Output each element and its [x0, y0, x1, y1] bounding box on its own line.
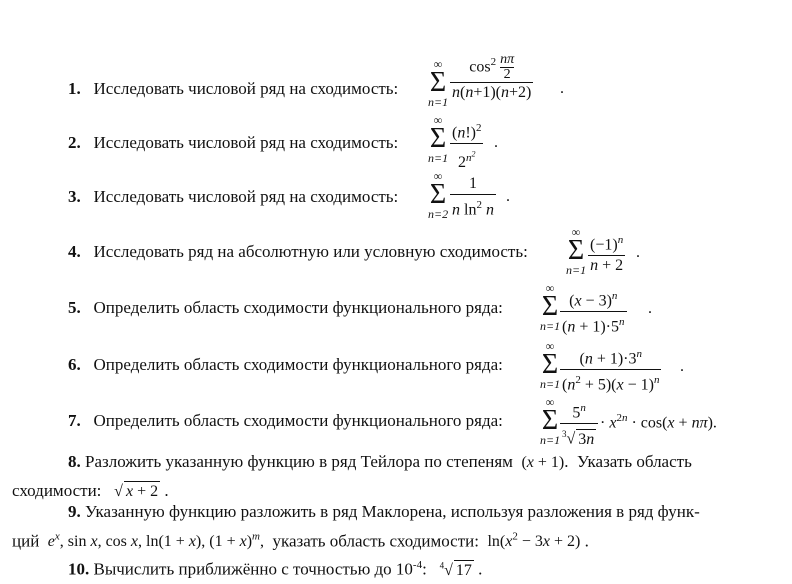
formula-fraction: $\cos^2$ $\frac{n\pi}{2}$ n(n+1)(n+2): [452, 52, 532, 102]
formula-tail: · $x^{2n} \cdot \cos(x + n\pi)$.: [600, 412, 717, 432]
task-9: [68, 502, 700, 522]
period: .: [506, 188, 510, 205]
period: .: [680, 358, 684, 375]
formula-fraction: $\frac{(n!)^2}{2^{n^2}}$: [452, 122, 482, 172]
task-text-2: указать область сходимости:: [272, 531, 479, 551]
task-number: 8.: [68, 452, 81, 471]
task-text: Исследовать ряд на абсолютную или условную сходимость:: [93, 242, 528, 261]
task-text: Исследовать числовой ряд на сходимость:: [93, 187, 399, 206]
formula-fraction: $\frac{(n + 1)\cdot 3^n}{(n^2 + 5)(x - 1)^n}$: [562, 348, 660, 394]
formula-fraction: $\frac{1}{n \ln^2 n}$: [452, 175, 494, 219]
task-text: Разложить указанную функцию в ряд Тейлора по степеням: [85, 452, 513, 471]
task-4: [68, 242, 528, 262]
task-9-line-2: ций $e^x$, sin x, cos x, ln(1 + x), $(1 + x)^m$, указать область сходимости: $\ln(x^2 - 3x + 2)$ .: [12, 531, 589, 551]
task-text: Определить область сходимости функционального ряда:: [93, 355, 503, 374]
task-7: [68, 411, 503, 431]
sum-symbol: ∞ Σ n=2: [428, 169, 449, 221]
task-3: [68, 187, 398, 207]
task-text: ций: [12, 531, 40, 551]
task-text: Указанную функцию разложить в ряд Маклорена, используя разложения в ряд функ-: [85, 502, 700, 521]
sum-symbol: ∞ Σ n=1: [540, 281, 561, 333]
formula-fraction: $\frac{5^n}{^3√ 3n}$: [560, 398, 598, 450]
sum-symbol: ∞ Σ n=1: [540, 395, 561, 447]
task-number: 6.: [68, 355, 81, 374]
task-text-2: Указать область: [577, 452, 692, 471]
sum-symbol: ∞ Σ n=1: [428, 113, 449, 165]
task-number: 3.: [68, 187, 81, 206]
sum-symbol: ∞ Σ n=1: [540, 339, 561, 391]
task-number: 2.: [68, 133, 81, 152]
period: .: [494, 134, 498, 151]
task-text: Определить область сходимости функционального ряда:: [93, 411, 503, 430]
period: .: [648, 300, 652, 317]
period: .: [636, 244, 640, 261]
task-text: Вычислить приближённо с точностью до 10: [93, 559, 413, 579]
task-6: [68, 355, 503, 375]
task-8-line-2: сходимости: √ x + 2 .: [12, 481, 169, 500]
formula-fraction: $\frac{(-1)^n}{n + 2}$: [590, 234, 624, 275]
task-text: сходимости:: [12, 481, 102, 500]
task-2: [68, 133, 398, 153]
task-number: 5.: [68, 298, 81, 317]
formula-fraction: $\frac{(x - 3)^n}{(n + 1)\cdot 5^n}$: [562, 290, 625, 336]
task-number: 1.: [68, 79, 81, 98]
task-number: 7.: [68, 411, 81, 430]
task-text: Исследовать числовой ряд на сходимость:: [93, 133, 399, 152]
task-text: Определить область сходимости функционального ряда:: [93, 298, 503, 317]
task-number: 10.: [68, 559, 90, 579]
task-number: 4.: [68, 242, 81, 261]
sum-symbol: ∞ Σ n=1: [566, 225, 587, 277]
task-number: 9.: [68, 502, 81, 521]
task-5: [68, 298, 503, 318]
task-text: Исследовать числовой ряд на сходимость:: [93, 79, 399, 98]
exponent: -4: [412, 559, 423, 571]
task-8: 8. Разложить указанную функцию в ряд Тейлора по степеням (x + 1). Указать область: [68, 452, 692, 471]
task-1: [68, 79, 398, 99]
task-10: 10. Вычислить приближённо с точностью до $10^{-4}$: $^4$√ 17 .: [68, 559, 483, 579]
period: .: [560, 80, 564, 97]
sum-symbol: ∞ Σ n=1: [428, 57, 449, 109]
